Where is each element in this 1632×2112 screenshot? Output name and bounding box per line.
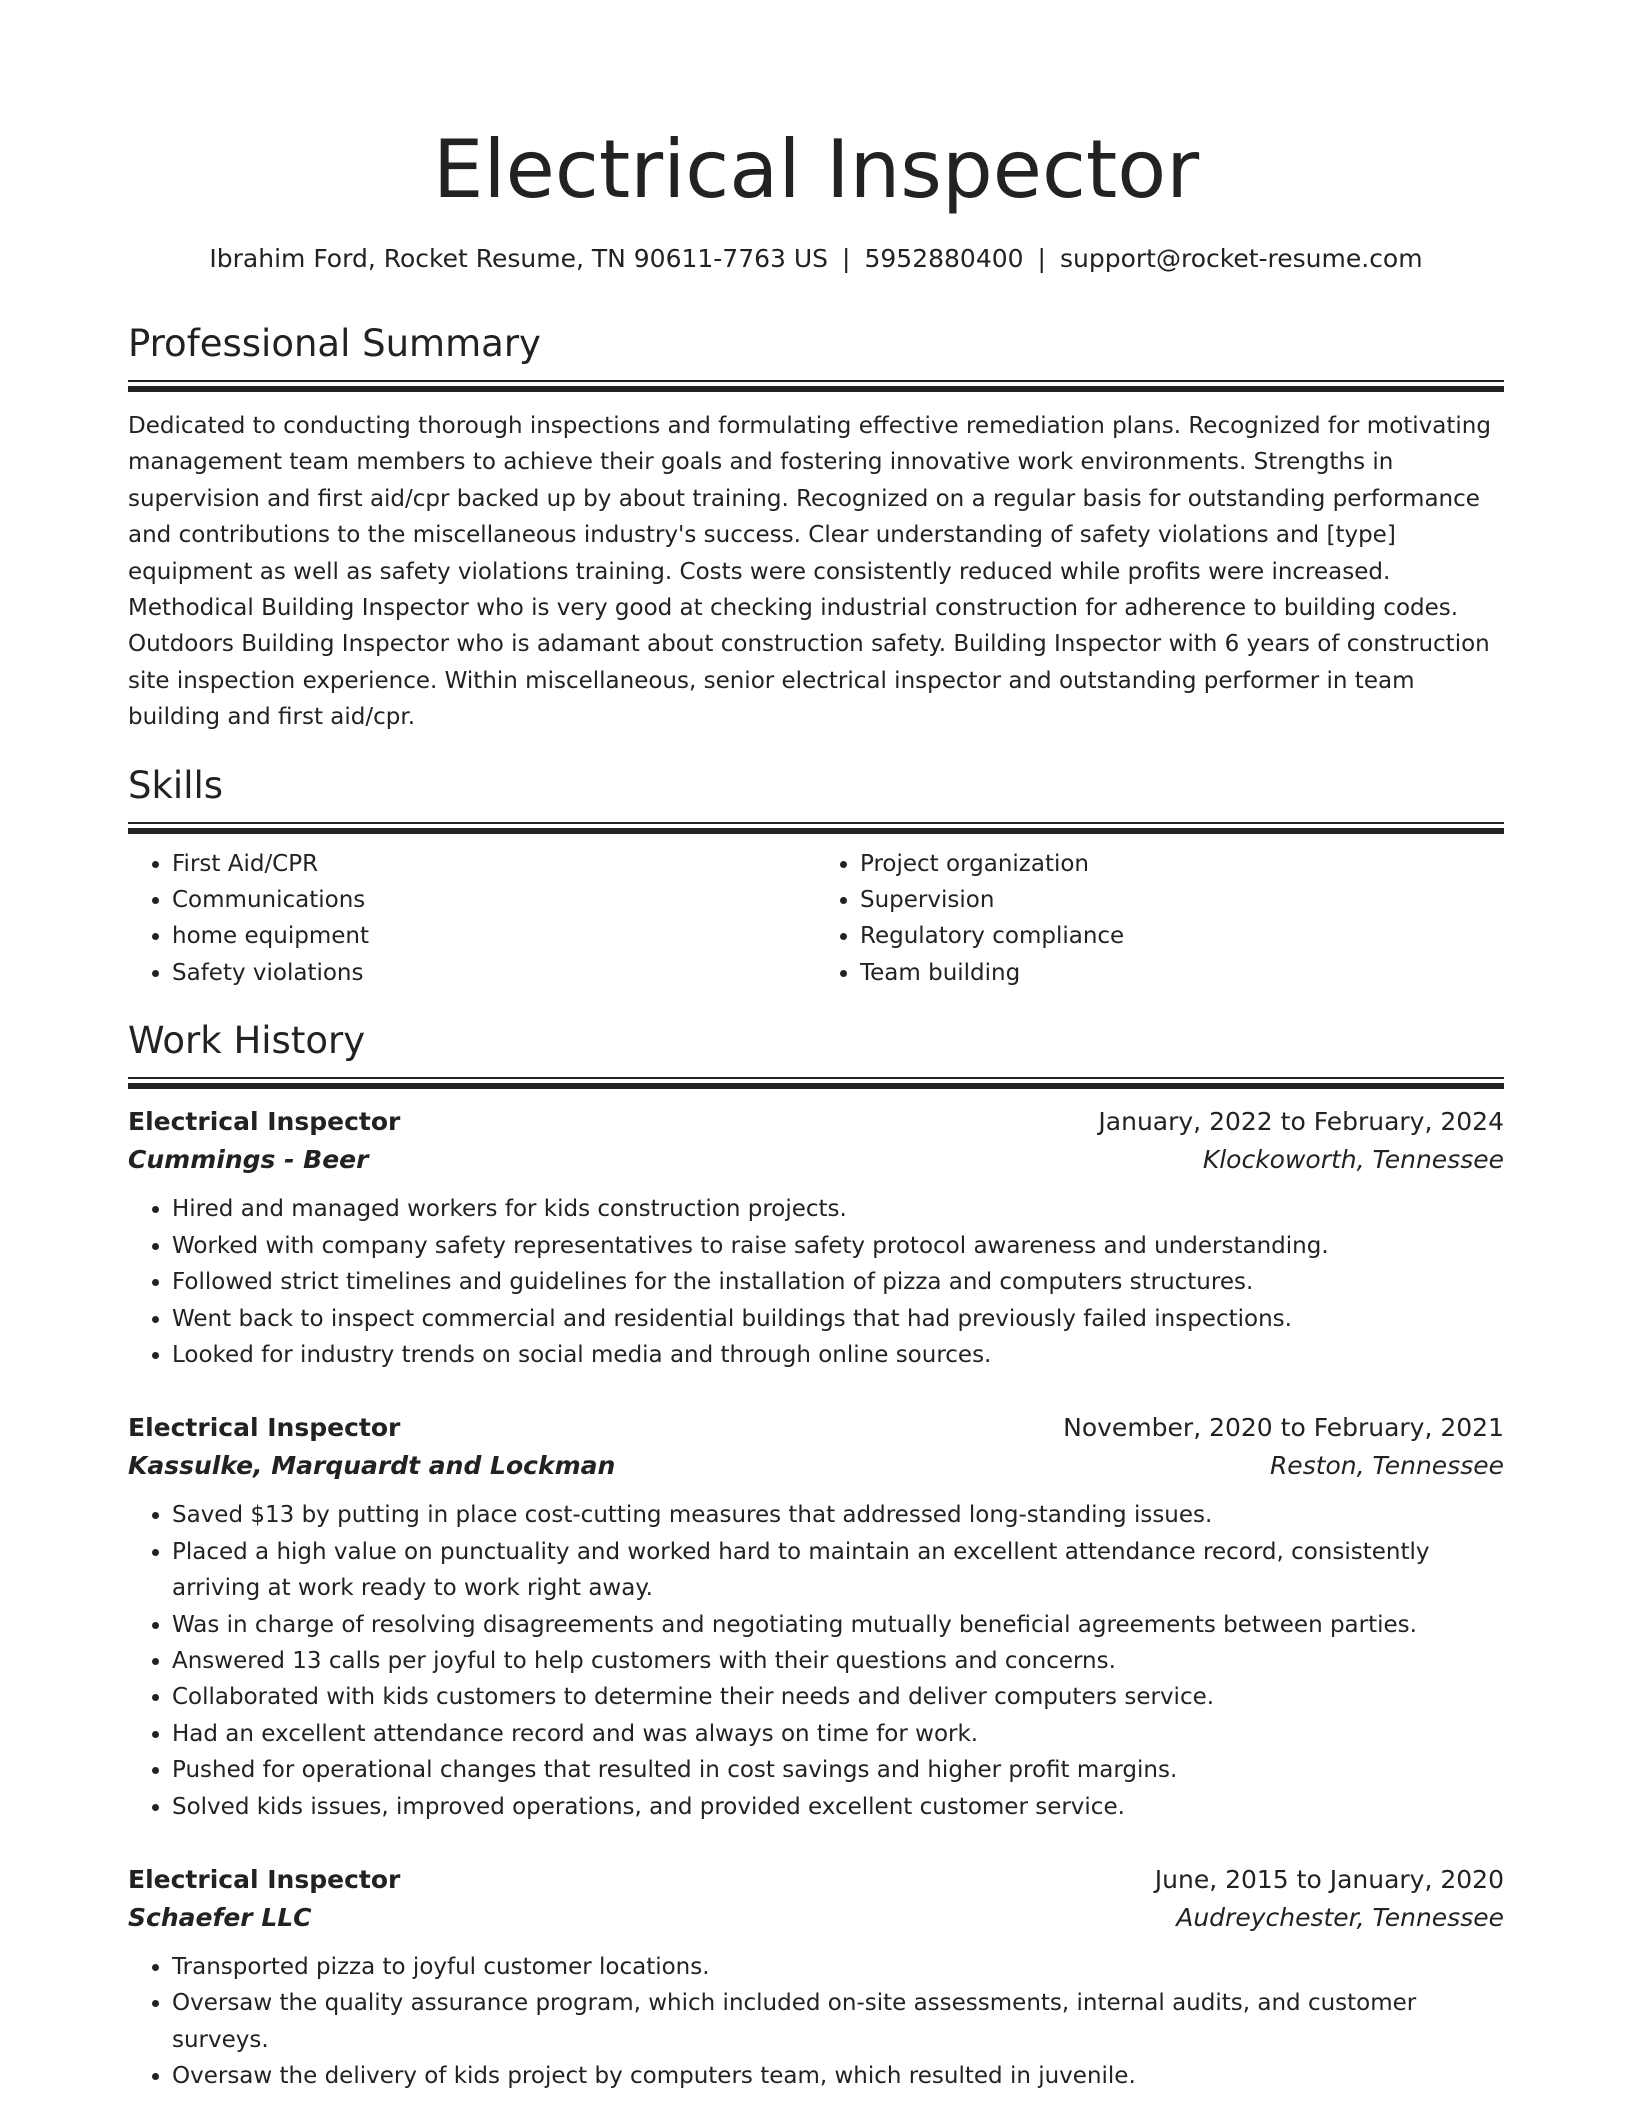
job-title: Electrical Inspector bbox=[128, 1413, 401, 1443]
job-bullet: • Answered 13 calls per joyful to help customers with their questions and concerns. bbox=[172, 1643, 1504, 1679]
job-entry bbox=[128, 1103, 1504, 1373]
skill-item: • Regulatory compliance bbox=[860, 918, 1504, 954]
job-entry bbox=[128, 1861, 1504, 2095]
resume-title: Electrical Inspector bbox=[432, 123, 1200, 216]
skills-right-column bbox=[816, 846, 1504, 992]
job-bullets bbox=[128, 1497, 1504, 1825]
work-history-section bbox=[128, 1017, 1504, 2094]
skill-item: • Communications bbox=[172, 882, 816, 918]
job-location: Reston, Tennessee bbox=[1269, 1451, 1504, 1481]
job-bullet: • Followed strict timelines and guidelines for the installation of pizza and computers structures. bbox=[172, 1264, 1504, 1300]
section-divider bbox=[128, 822, 1504, 834]
job-bullet: • Pushed for operational changes that resulted in cost savings and higher profit margins. bbox=[172, 1752, 1504, 1788]
skill-item: • Safety violations bbox=[172, 955, 816, 991]
job-bullet: • Transported pizza to joyful customer locations. bbox=[172, 1949, 1504, 1985]
section-divider bbox=[128, 1077, 1504, 1089]
job-header-row bbox=[128, 1861, 1504, 1899]
job-bullet: • Saved $13 by putting in place cost-cutting measures that addressed long-standing issues. bbox=[172, 1497, 1504, 1533]
skills-columns bbox=[128, 846, 1504, 992]
job-bullet: • Looked for industry trends on social media and through online sources. bbox=[172, 1337, 1504, 1373]
job-bullet: • Had an excellent attendance record and was always on time for work. bbox=[172, 1716, 1504, 1752]
skill-item: • Project organization bbox=[860, 846, 1504, 882]
job-header-row bbox=[128, 1409, 1504, 1447]
job-location: Audreychester, Tennessee bbox=[1176, 1902, 1504, 1932]
job-company-row bbox=[128, 1899, 1504, 1937]
job-company-row bbox=[128, 1141, 1504, 1179]
job-bullets bbox=[128, 1949, 1504, 2095]
contact-email: support@rocket-resume.com bbox=[1059, 244, 1423, 273]
job-dates: June, 2015 to January, 2020 bbox=[1154, 1864, 1504, 1894]
contact-separator: | bbox=[1037, 244, 1046, 273]
job-location: Klockoworth, Tennessee bbox=[1202, 1145, 1504, 1175]
skill-item: • First Aid/CPR bbox=[172, 846, 816, 882]
job-bullet: • Went back to inspect commercial and residential buildings that had previously failed inspections. bbox=[172, 1301, 1504, 1337]
job-bullet: • Worked with company safety representatives to raise safety protocol awareness and understanding. bbox=[172, 1228, 1504, 1264]
job-bullet: • Oversaw the quality assurance program, which included on-site assessments, internal audits, and customer surveys. bbox=[172, 1985, 1504, 2058]
job-bullet: • Was in charge of resolving disagreements and negotiating mutually beneficial agreements between parties. bbox=[172, 1607, 1504, 1643]
job-title: Electrical Inspector bbox=[128, 1864, 401, 1894]
job-company: Schaefer LLC bbox=[128, 1902, 312, 1932]
skills-heading: Skills bbox=[128, 763, 224, 807]
work-history-heading: Work History bbox=[128, 1019, 366, 1063]
job-bullets bbox=[128, 1191, 1504, 1373]
section-divider bbox=[128, 380, 1504, 392]
job-title: Electrical Inspector bbox=[128, 1107, 401, 1137]
skills-section bbox=[128, 762, 1504, 992]
skill-item: • Team building bbox=[860, 955, 1504, 991]
skills-left-column bbox=[128, 846, 816, 992]
job-company: Kassulke, Marquardt and Lockman bbox=[128, 1451, 616, 1481]
job-bullet: • Placed a high value on punctuality and worked hard to maintain an excellent attendance record, consistently arriving at work ready to work right away. bbox=[172, 1534, 1504, 1607]
job-dates: November, 2020 to February, 2021 bbox=[1063, 1413, 1504, 1443]
contact-line bbox=[128, 242, 1504, 276]
skill-item: • Supervision bbox=[860, 882, 1504, 918]
job-bullet: • Solved kids issues, improved operations, and provided excellent customer service. bbox=[172, 1789, 1504, 1825]
job-bullet: • Oversaw the delivery of kids project by computers team, which resulted in juvenile. bbox=[172, 2058, 1504, 2094]
job-entry bbox=[128, 1409, 1504, 1825]
summary-section bbox=[128, 320, 1504, 736]
summary-text: Dedicated to conducting thorough inspections and formulating effective remediation plans. Recognized for motivating management team members to achieve their goals and fostering innovative work environments. Strengths in supervision and first aid/cpr backed up by about training. Recognized on a regular basis for outstanding performance and contributions to the miscellaneous industry's success. Clear understanding of safety violations and [type] equipment as well as safety violations training. Costs were consistently reduced while profits were increased. Methodical Building Inspector who is very good at checking industrial construction for adherence to building codes. Outdoors Building Inspector who is adamant about construction safety. Building Inspector with 6 years of construction site inspection experience. Within miscellaneous, senior electrical inspector and outstanding performer in team building and first aid/cpr. bbox=[128, 413, 1491, 731]
contact-separator: | bbox=[842, 244, 851, 273]
contact-address: Ibrahim Ford, Rocket Resume, TN 90611-7763 US bbox=[209, 244, 829, 273]
contact-phone: 5952880400 bbox=[864, 244, 1024, 273]
job-dates: January, 2022 to February, 2024 bbox=[1098, 1107, 1504, 1137]
job-header-row bbox=[128, 1103, 1504, 1141]
skill-item: • home equipment bbox=[172, 918, 816, 954]
job-bullet: • Hired and managed workers for kids construction projects. bbox=[172, 1191, 1504, 1227]
job-company-row bbox=[128, 1447, 1504, 1485]
summary-heading: Professional Summary bbox=[128, 322, 541, 365]
job-bullet: • Collaborated with kids customers to determine their needs and deliver computers service. bbox=[172, 1679, 1504, 1715]
job-company: Cummings - Beer bbox=[128, 1145, 369, 1175]
